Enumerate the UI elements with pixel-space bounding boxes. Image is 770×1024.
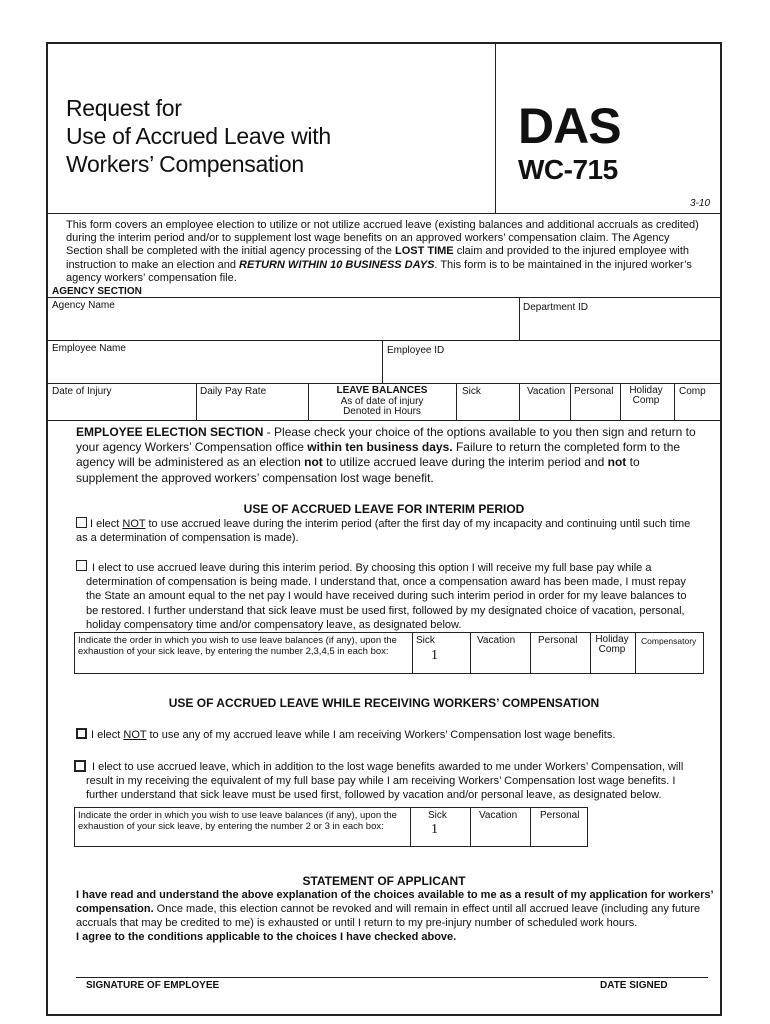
- intro-text-3: . This form is to be maintained in the injured worker’s agency workers’ compensation file.: [66, 258, 692, 284]
- title-line-1: Request for: [66, 95, 182, 121]
- agency-line-1: [46, 297, 722, 298]
- interim-sick-label: Sick: [416, 635, 435, 646]
- leave-divider-4: [519, 383, 520, 420]
- wc-option-2-text: I elect to use accrued leave, which in addition to the lost wage benefits awarded to me under Workers’ Compensation, will result in my receiving the equivalent of my full base pay while I am receiving Workers’ Compensation lost wage benefits. I further understand that sick leave must be used first, followed by vacation and/or personal leave, as designated below.: [86, 761, 684, 802]
- intro-lost-time: LOST TIME: [394, 245, 454, 258]
- signature-label: SIGNATURE OF EMPLOYEE: [86, 980, 220, 991]
- interim-holiday-comp-field[interactable]: [592, 657, 632, 672]
- signature-line: [76, 977, 708, 978]
- employee-id-label: Employee ID: [387, 345, 445, 356]
- interim-col-4: [590, 632, 591, 674]
- election-text-4: to supplement the approved workers’ compensation lost wage benefit.: [76, 455, 640, 485]
- agency-line-4: [46, 420, 722, 421]
- interim-col-2: [470, 632, 471, 674]
- interim-order-text: Indicate the order in which you wish to use leave balances (if any), upon the exhaustion of your sick leave, by entering the number 2,3,4,5 in each box:: [78, 635, 397, 657]
- signature-field[interactable]: [76, 950, 708, 976]
- wc-opt1-b: to use any of my accrued leave while I am receiving Workers’ Compensation lost wage benefits.: [146, 729, 616, 741]
- form-number: WC-715: [518, 154, 618, 185]
- wc-opt1-a: I elect: [91, 729, 124, 741]
- employee-name-field[interactable]: [50, 356, 378, 381]
- employee-name-label: Employee Name: [52, 343, 126, 354]
- wc-option-1-checkbox[interactable]: [76, 728, 87, 739]
- wc-vacation-label: Vacation: [479, 810, 518, 821]
- agency-code: DAS: [518, 98, 621, 154]
- leave-divider-7: [674, 383, 675, 420]
- agency-section-heading: AGENCY SECTION: [52, 286, 142, 297]
- intro-return-within: RETURN WITHIN 10 BUSINESS DAYS: [239, 258, 435, 271]
- statement-bold-2: I agree to the conditions applicable to the choices I have checked above.: [76, 931, 457, 943]
- intro-text-1: This form covers an employee election to utilize or not utilize accrued leave (existing balances and additional accruals as credited) during the interim period and/or to supplement lost wage benefits on an approved workers’ compensation claim. The Agency Section shall be completed with the initial agency processing of the: [66, 219, 699, 258]
- title-line-2: Use of Accrued Leave with: [66, 123, 331, 149]
- vacation-balance-label: Vacation: [527, 386, 566, 397]
- election-text-3: to utilize accrued leave during the interim period and: [322, 455, 608, 470]
- election-not-1: not: [304, 455, 323, 470]
- election-paragraph: [76, 425, 696, 486]
- personal-balance-label: Personal: [574, 386, 614, 397]
- wc-heading: USE OF ACCRUED LEAVE WHILE RECEIVING WORKERS’ COMPENSATION: [168, 696, 600, 710]
- holiday-comp-balance-label: Holiday Comp: [629, 385, 663, 406]
- election-heading: EMPLOYEE ELECTION SECTION: [76, 425, 264, 439]
- interim-opt1-b: to use accrued leave during the interim period (after the first day of my incapacity and continuing until such time as a determination of compensation is made).: [76, 518, 691, 545]
- employee-id-field[interactable]: [386, 358, 718, 381]
- wc-col-3: [530, 807, 531, 847]
- wc-vacation-field[interactable]: [472, 822, 528, 845]
- interim-compensatory-field[interactable]: [637, 648, 702, 672]
- wc-col-2: [470, 807, 471, 847]
- election-not-2: not: [607, 455, 627, 470]
- wc-option-1-text: [91, 728, 701, 742]
- interim-compensatory-label: Compensatory: [641, 636, 697, 646]
- agency-line-2: [46, 340, 722, 341]
- leave-balances-title: LEAVE BALANCES: [336, 385, 428, 396]
- statement-text-1: Once made, this election cannot be revoked and will remain in effect until all accrued leave (including any future accruals that may be credited to me) is exhausted or until I return to my pre-injury number of scheduled work hours.: [76, 903, 701, 929]
- comp-balance-label: Comp: [679, 386, 706, 397]
- leave-balances-as-of: As of date of injury: [340, 395, 424, 407]
- daily-pay-rate-label: Daily Pay Rate: [200, 386, 267, 397]
- election-text-2: Failure to return the completed form to the agency will be administered as an election: [76, 440, 681, 470]
- revision-date: 3-10: [690, 198, 711, 209]
- interim-col-3: [530, 632, 531, 674]
- leave-divider-1: [196, 383, 197, 420]
- intro-paragraph: [66, 219, 706, 285]
- interim-personal-label: Personal: [538, 635, 578, 646]
- leave-divider-5: [570, 383, 571, 420]
- interim-vacation-label: Vacation: [477, 635, 516, 646]
- interim-opt1-not: NOT: [122, 518, 146, 530]
- leave-balances-label: [308, 386, 456, 418]
- form-title: [66, 94, 331, 178]
- wc-col-1: [410, 807, 411, 847]
- header-bottom-line: [46, 213, 722, 214]
- agency-divider-2: [382, 340, 383, 383]
- interim-personal-field[interactable]: [532, 648, 588, 672]
- interim-vacation-field[interactable]: [472, 648, 528, 672]
- wc-order-text: Indicate the order in which you wish to use leave balances (if any), upon the exhaustion of your sick leave, by entering the number 2 or 3 in each box:: [78, 810, 397, 832]
- interim-opt1-a: I elect: [90, 518, 123, 530]
- agency-name-label: Agency Name: [52, 300, 115, 311]
- statement-bold-1: I have read and understand the above explanation of the choices available to me as a result of my application for workers’ compensation.: [76, 889, 713, 915]
- wc-personal-label: Personal: [540, 810, 580, 821]
- interim-option-1-text: [76, 517, 698, 545]
- wc-sick-value: 1: [431, 822, 438, 837]
- agency-divider-1: [519, 297, 520, 340]
- interim-holiday-comp-label: Holiday Comp: [595, 634, 629, 655]
- election-text-1: - Please check your choice of the options available to you then sign and return to your agency Workers’ Compensation office: [76, 425, 696, 455]
- date-signed-label: DATE SIGNED: [600, 980, 668, 991]
- wc-sick-label: Sick: [428, 810, 447, 821]
- interim-sick-value: 1: [431, 648, 438, 663]
- date-of-injury-label: Date of Injury: [52, 386, 112, 397]
- interim-col-1: [412, 632, 413, 674]
- leave-divider-6: [620, 383, 621, 420]
- statement-heading: STATEMENT OF APPLICANT: [302, 874, 466, 888]
- statement-paragraph: [76, 888, 720, 944]
- header-divider: [495, 42, 496, 213]
- department-id-label: Department ID: [523, 302, 589, 313]
- interim-heading: USE OF ACCRUED LEAVE FOR INTERIM PERIOD: [243, 502, 525, 516]
- wc-opt1-not: NOT: [123, 729, 147, 741]
- wc-personal-field[interactable]: [532, 822, 586, 845]
- interim-col-5: [635, 632, 636, 674]
- election-deadline: within ten business days.: [307, 440, 453, 455]
- sick-balance-label: Sick: [462, 386, 481, 397]
- agency-name-field[interactable]: [50, 312, 515, 338]
- leave-divider-3: [456, 383, 457, 420]
- intro-text-2: claim and provided to the injured employee with instruction to make an election and: [66, 245, 690, 271]
- leave-balances-denoted: Denoted in Hours: [343, 406, 421, 417]
- department-id-field[interactable]: [522, 315, 718, 338]
- title-line-3: Workers’ Compensation: [66, 151, 304, 177]
- wc-option-2-checkbox[interactable]: [74, 760, 86, 772]
- interim-option-2-text: I elect to use accrued leave during this interim period. By choosing this option I will receive my full base pay while a determination of compensation is being made. I understand that, once a compensation award has been made, I must repay the State an amount equal to the net pay I would have received during such interim period in order for my leave balances to be restored. I further understand that sick leave must be used first, followed by my designated choice of vacation, personal, holiday compensatory time and/or compensatory leave, as designated below.: [86, 562, 687, 631]
